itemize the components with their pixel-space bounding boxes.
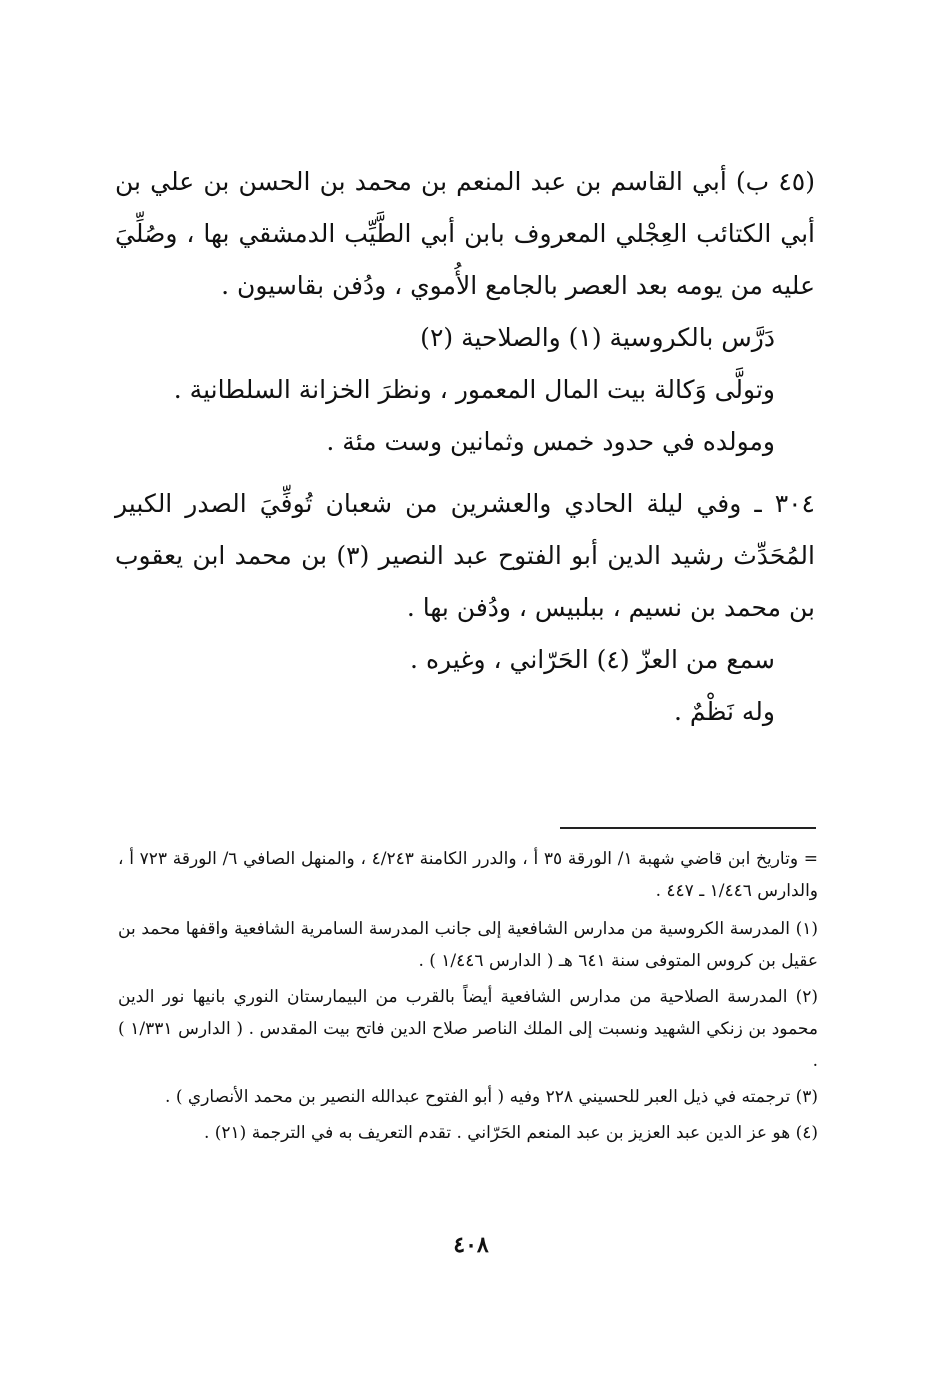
- footnote-3: (٣) ترجمته في ذيل العبر للحسيني ٢٢٨ وفيه ( أبو الفتوح عبدالله النصير بن محمد الأنصاري ) .: [165, 1087, 818, 1107]
- footnote-divider: [560, 827, 816, 829]
- entry-303-tail: (٤٥ ب) أبي القاسم بن عبد المنعم بن محمد بن الحسن بن علي بن أبي الكتائب العِجْلي المعروف بابن أبي الطَّيِّب الدمشقي بها ، وصُلِّيَ عليه من يومه بعد العصر بالجامع الأُموي ، ودُفن بقاسيون .: [115, 167, 815, 300]
- heard-line: سمع من العزّ (٤) الحَرّاني ، وغيره .: [410, 645, 775, 674]
- born-line: ومولده في حدود خمس وثمانين وست مئة .: [326, 427, 775, 456]
- footnotes: [118, 843, 818, 1153]
- entry-304: ٣٠٤ ـ وفي ليلة الحادي والعشرين من شعبان تُوفِّيَ الصدر الكبير المُحَدِّث رشيد الدين أبو الفتوح عبد النصير (٣) بن محمد ابن يعقوب بن محمد بن نسيم ، ببلبيس ، ودُفن بها .: [115, 489, 815, 622]
- main-text: [115, 156, 815, 738]
- footnote-4: (٤) هو عز الدين عبد العزيز بن عبد المنعم الحَرّاني . تقدم التعريف به في الترجمة (٢١) .: [203, 1123, 818, 1143]
- taught-line: دَرَّس بالكروسية (١) والصلاحية (٢): [420, 323, 775, 352]
- held-line: وتولَّى وَكالة بيت المال المعمور ، ونظرَ الخزانة السلطانية .: [173, 375, 775, 404]
- footnote-2: (٢) المدرسة الصلاحية من مدارس الشافعية أيضاً بالقرب من البيمارستان النوري بانيها نور الدين محمود بن زنكي الشهيد ونسبت إلى الملك الناصر صلاح الدين فاتح بيت المقدس . ( الدارس ١/٣٣١ ) .: [118, 987, 819, 1071]
- footnote-continued: = وتاريخ ابن قاضي شهبة ١/ الورقة ٣٥ أ ، والدرر الكامنة ٤/٢٤٣ ، والمنهل الصافي ٦/ الورقة ٧٢٣ أ ، والدارس ١/٤٤٦ ـ ٤٤٧ .: [118, 849, 818, 901]
- page-number: ٤٠٨: [453, 1232, 489, 1258]
- poetry-line: وله نَظْمٌ .: [673, 697, 775, 726]
- footnote-1: (١) المدرسة الكروسية من مدارس الشافعية إلى جانب المدرسة السامرية الشافعية واقفها محمد بن عقيل بن كروس المتوفى سنة ٦٤١ هـ ( الدارس ١/٤٤٦ ) .: [118, 919, 818, 971]
